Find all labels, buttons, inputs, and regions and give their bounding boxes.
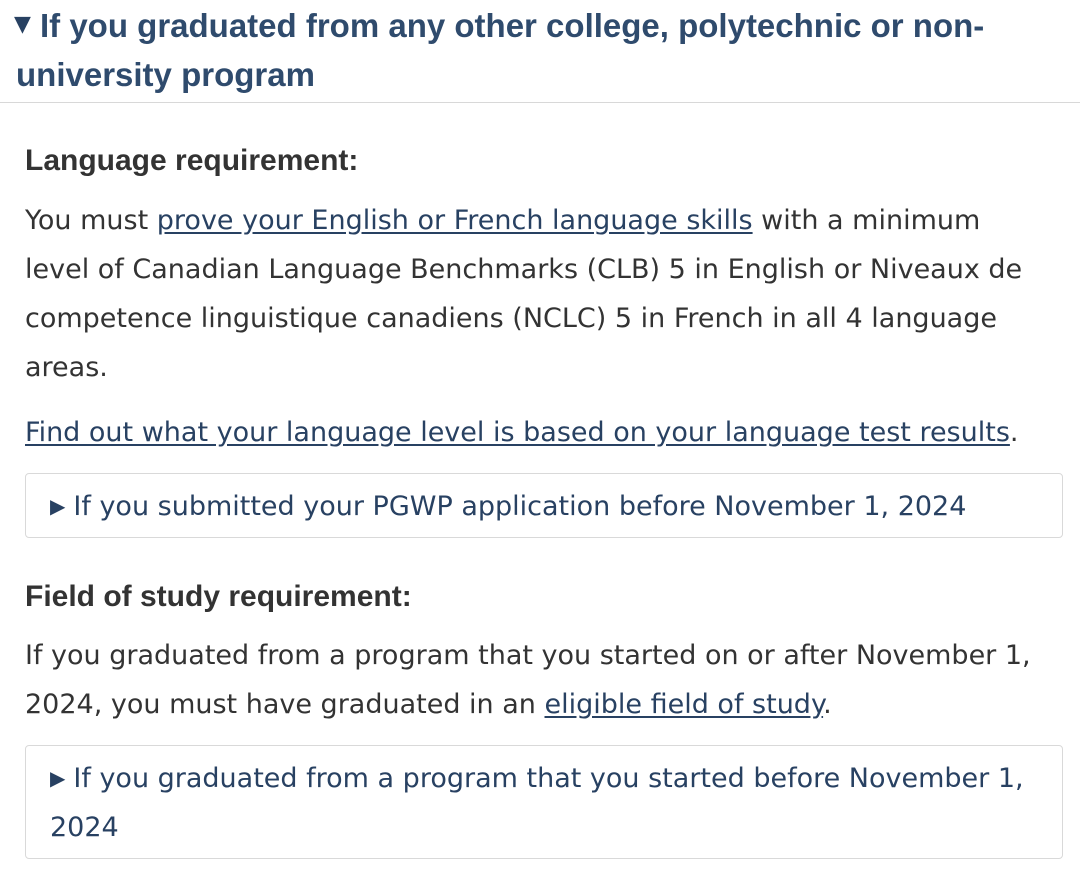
find-out-suffix: . — [1009, 417, 1019, 448]
program-details-label: If you graduated from a program that you started before November 1, 2024 — [50, 763, 1024, 843]
eligible-field-of-study-link[interactable]: eligible field of study — [544, 689, 824, 720]
caret-down-icon: ▼ — [14, 12, 31, 37]
field-text-before: If you graduated from a program that you started on or after November 1, 2024, you must have graduated in an — [25, 640, 1031, 720]
prove-language-skills-link[interactable]: prove your English or French language skills — [156, 205, 753, 236]
field-text-after: . — [823, 689, 832, 720]
field-of-study-paragraph — [25, 631, 1065, 729]
language-requirement-heading: Language requirement: — [25, 144, 359, 177]
caret-right-icon: ▶ — [50, 766, 66, 790]
find-out-paragraph — [25, 408, 1065, 457]
program-details-summary — [50, 754, 1035, 852]
caret-right-icon: ▶ — [50, 494, 66, 518]
pgwp-before-nov-details[interactable] — [25, 473, 1063, 538]
pgwp-details-label: If you submitted your PGWP application before November 1, 2024 — [73, 491, 967, 522]
language-text-before: You must — [25, 205, 157, 236]
details-summary-title: If you graduated from any other college, polytechnic or non-university program — [16, 7, 985, 93]
language-text-after: with a minimum level of Canadian Language Benchmarks (CLB) 5 in English or Niveaux de competence linguistique canadiens (NCLC) 5 in French in all 4 language areas. — [25, 205, 1023, 383]
pgwp-details-summary — [50, 482, 1040, 531]
find-language-level-link[interactable]: Find out what your language level is based on your language test results — [25, 417, 1010, 448]
expanded-details-summary[interactable] — [0, 0, 1080, 103]
language-requirement-paragraph — [25, 196, 1045, 392]
program-before-nov-details[interactable] — [25, 745, 1063, 859]
field-of-study-heading: Field of study requirement: — [25, 580, 412, 613]
